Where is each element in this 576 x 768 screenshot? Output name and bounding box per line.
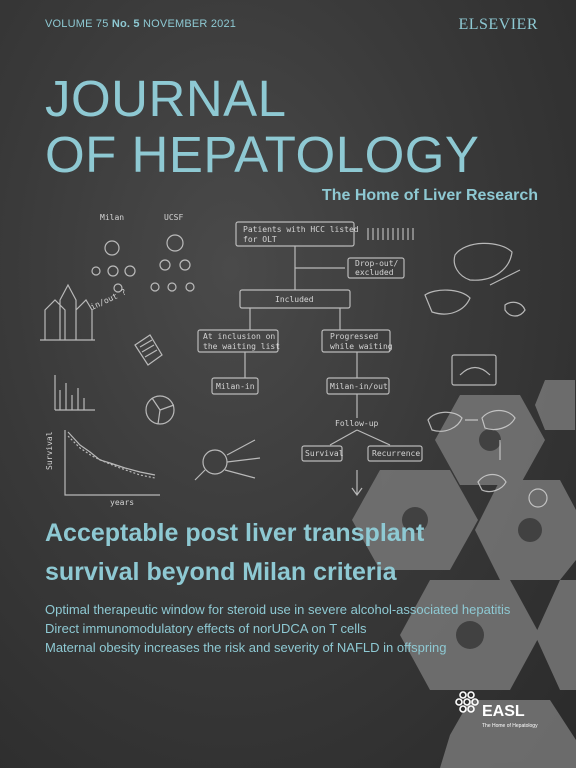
flow-patients-2: for OLT — [243, 235, 277, 244]
issue-date: NOVEMBER 2021 — [143, 18, 237, 30]
tumor-nodules — [92, 235, 194, 292]
journal-subtitle: The Home of Liver Research — [321, 187, 538, 204]
flow-recurrence: Recurrence — [372, 449, 421, 458]
flow-progressed-1: Progressed — [330, 332, 379, 341]
flow-survival: Survival — [305, 449, 344, 458]
issue-label: No. — [111, 18, 131, 30]
flow-dropout-2: excluded — [355, 268, 394, 277]
document-sketch — [135, 335, 162, 365]
journal-title-line-2: OF HEPATOLOGY — [45, 126, 480, 183]
survival-curve-sketch — [65, 430, 160, 495]
journal-title-line-1: JOURNAL — [45, 70, 287, 127]
y-axis-label: Survival — [45, 431, 54, 470]
volume-label: VOLUME — [45, 18, 93, 30]
easl-logo — [454, 690, 544, 738]
flow-milan-in: Milan-in — [216, 382, 255, 391]
flow-progressed-2: while waiting — [330, 342, 393, 351]
flow-patients-1: Patients with HCC listed — [243, 225, 359, 234]
flow-inclusion-2: the waiting list — [203, 342, 281, 351]
patient-icons-sketch — [368, 228, 413, 240]
easl-hexagon-icon — [454, 690, 482, 718]
easl-tagline: The Home of Hepatology — [482, 723, 538, 729]
article-1: Optimal therapeutic window for steroid use in severe alcohol-associated hepatitis — [45, 602, 511, 617]
label-in-out: in/out ? — [89, 287, 128, 312]
bar-chart-sketch — [55, 375, 95, 410]
article-3: Maternal obesity increases the risk and severity of NAFLD in offspring — [45, 640, 447, 655]
ultrasound-sketch — [452, 355, 496, 385]
flow-milan-in-out: Milan-in/out — [330, 382, 388, 391]
flow-included: Included — [275, 295, 314, 304]
feature-headline-line-1: Acceptable post liver transplant — [45, 519, 425, 547]
volume-number: 75 — [95, 18, 109, 30]
flow-inclusion-1: At inclusion on — [203, 332, 276, 341]
pie-chart-sketch — [146, 396, 174, 424]
network-sketch — [195, 440, 260, 480]
article-2: Direct immunomodulatory effects of norUDCA on T cells — [45, 621, 367, 636]
liver-sketch — [425, 243, 525, 316]
publisher-name: ELSEVIER — [458, 16, 538, 33]
issue-number: 5 — [133, 18, 140, 30]
x-axis-label: years — [110, 498, 135, 507]
feature-headline-line-2: survival beyond Milan criteria — [45, 558, 397, 586]
label-ucsf: UCSF — [164, 213, 184, 222]
cathedral-sketch — [40, 285, 95, 340]
flow-follow-up: Follow-up — [335, 419, 379, 428]
label-milan: Milan — [100, 213, 125, 222]
easl-name: EASL — [482, 703, 525, 720]
flow-dropout-1: Drop-out/ — [355, 259, 399, 268]
